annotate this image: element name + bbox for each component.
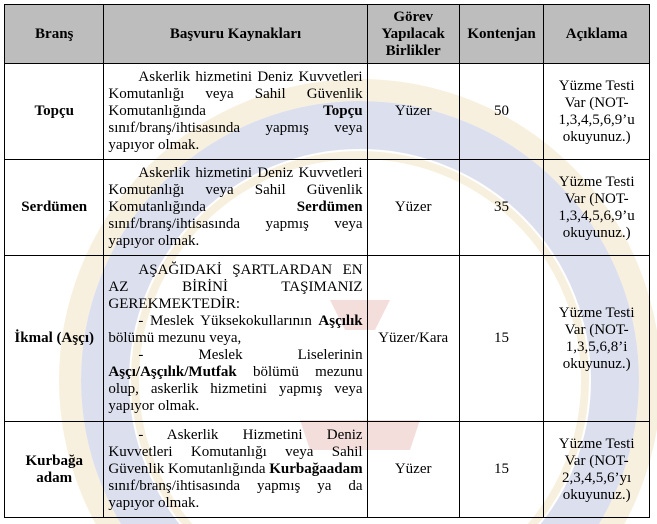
- row-birlik: Yüzer: [367, 422, 459, 518]
- kaynak-text: sınıf/branş/ihtisasında yapmış ya da yapıyor olmak.: [108, 478, 363, 511]
- table-row: [5, 422, 650, 518]
- kaynak-text: - Meslek Liselerinin: [138, 347, 363, 363]
- row-birlik: Yüzer/Kara: [367, 256, 459, 422]
- kaynak-text: Askerlik hizmetini Deniz Kuvvetleri Komutanlığı veya Sahil Güvenlik Komutanlığında: [108, 165, 363, 215]
- row-brans: İkmal (Aşçı): [5, 256, 104, 422]
- kaynak-text: bölümü mezunu olup, askerlik hizmetini yapmış veya yapıyor olmak.: [108, 364, 363, 414]
- row-brans: Topçu: [5, 64, 104, 160]
- header-birlik: Görev Yapılacak Birlikler: [367, 5, 459, 64]
- row-kontenjan: 35: [459, 160, 544, 256]
- kaynak-text: Askerlik hizmetini Deniz Kuvvetleri Komutanlığı veya Sahil Güvenlik Komutanlığında: [108, 69, 363, 119]
- row-brans: Kurbağa adam: [5, 422, 104, 518]
- row-kontenjan: 15: [459, 256, 544, 422]
- row-aciklama: Yüzme Testi Var (NOT-1,3,5,6,8’i okuyunuz.): [544, 256, 650, 422]
- table-row: [5, 160, 650, 256]
- recruitment-table: [4, 4, 650, 518]
- kaynak-text: - Meslek Yüksekokullarının: [138, 313, 319, 329]
- row-kontenjan: 50: [459, 64, 544, 160]
- kaynak-bold-text: Aşçılık: [318, 313, 363, 329]
- header-kaynak: Başvuru Kaynakları: [104, 5, 367, 64]
- row-kaynak: [104, 256, 367, 422]
- row-kaynak: [104, 160, 367, 256]
- kaynak-text: sınıf/branş/ihtisasında yapmış veya yapıyor olmak.: [108, 216, 363, 249]
- row-kontenjan: 15: [459, 422, 544, 518]
- row-kaynak: [104, 64, 367, 160]
- kaynak-text: sınıf/branş/ihtisasında yapmış veya yapıyor olmak.: [108, 120, 363, 153]
- row-kaynak: [104, 422, 367, 518]
- kaynak-text: - Askerlik Hizmetini Deniz Kuvvetleri Komutanlığı veya Sahil Güvenlik Komutanlığında: [108, 427, 363, 477]
- header-aciklama: Açıklama: [544, 5, 650, 64]
- row-birlik: Yüzer: [367, 160, 459, 256]
- kaynak-bold-text: Aşçı/Aşçılık/Mutfak: [108, 364, 237, 380]
- header-brans: Branş: [5, 5, 104, 64]
- kaynak-bold-text: Topçu: [323, 103, 363, 119]
- kaynak-bold-text: Kurbağaadam: [269, 461, 363, 477]
- table-row: [5, 64, 650, 160]
- row-aciklama: Yüzme Testi Var (NOT-1,3,4,5,6,9’u okuyunuz.): [544, 64, 650, 160]
- kaynak-intro-text: AŞAĞIDAKİ ŞARTLARDAN EN AZ BİRİNİ TAŞIMANIZ GEREKMEKTEDİR:: [108, 262, 363, 312]
- kaynak-text: bölümü mezunu veya,: [108, 330, 242, 346]
- kaynak-bold-text: Serdümen: [296, 199, 363, 215]
- row-aciklama: Yüzme Testi Var (NOT-1,3,4,5,6,9’u okuyunuz.): [544, 160, 650, 256]
- table-header-row: [5, 5, 650, 64]
- header-kontenjan: Kontenjan: [459, 5, 544, 64]
- table-row: [5, 256, 650, 422]
- row-aciklama: Yüzme Testi Var (NOT-2,3,4,5,6’yı okuyunuz.): [544, 422, 650, 518]
- row-birlik: Yüzer: [367, 64, 459, 160]
- row-brans: Serdümen: [5, 160, 104, 256]
